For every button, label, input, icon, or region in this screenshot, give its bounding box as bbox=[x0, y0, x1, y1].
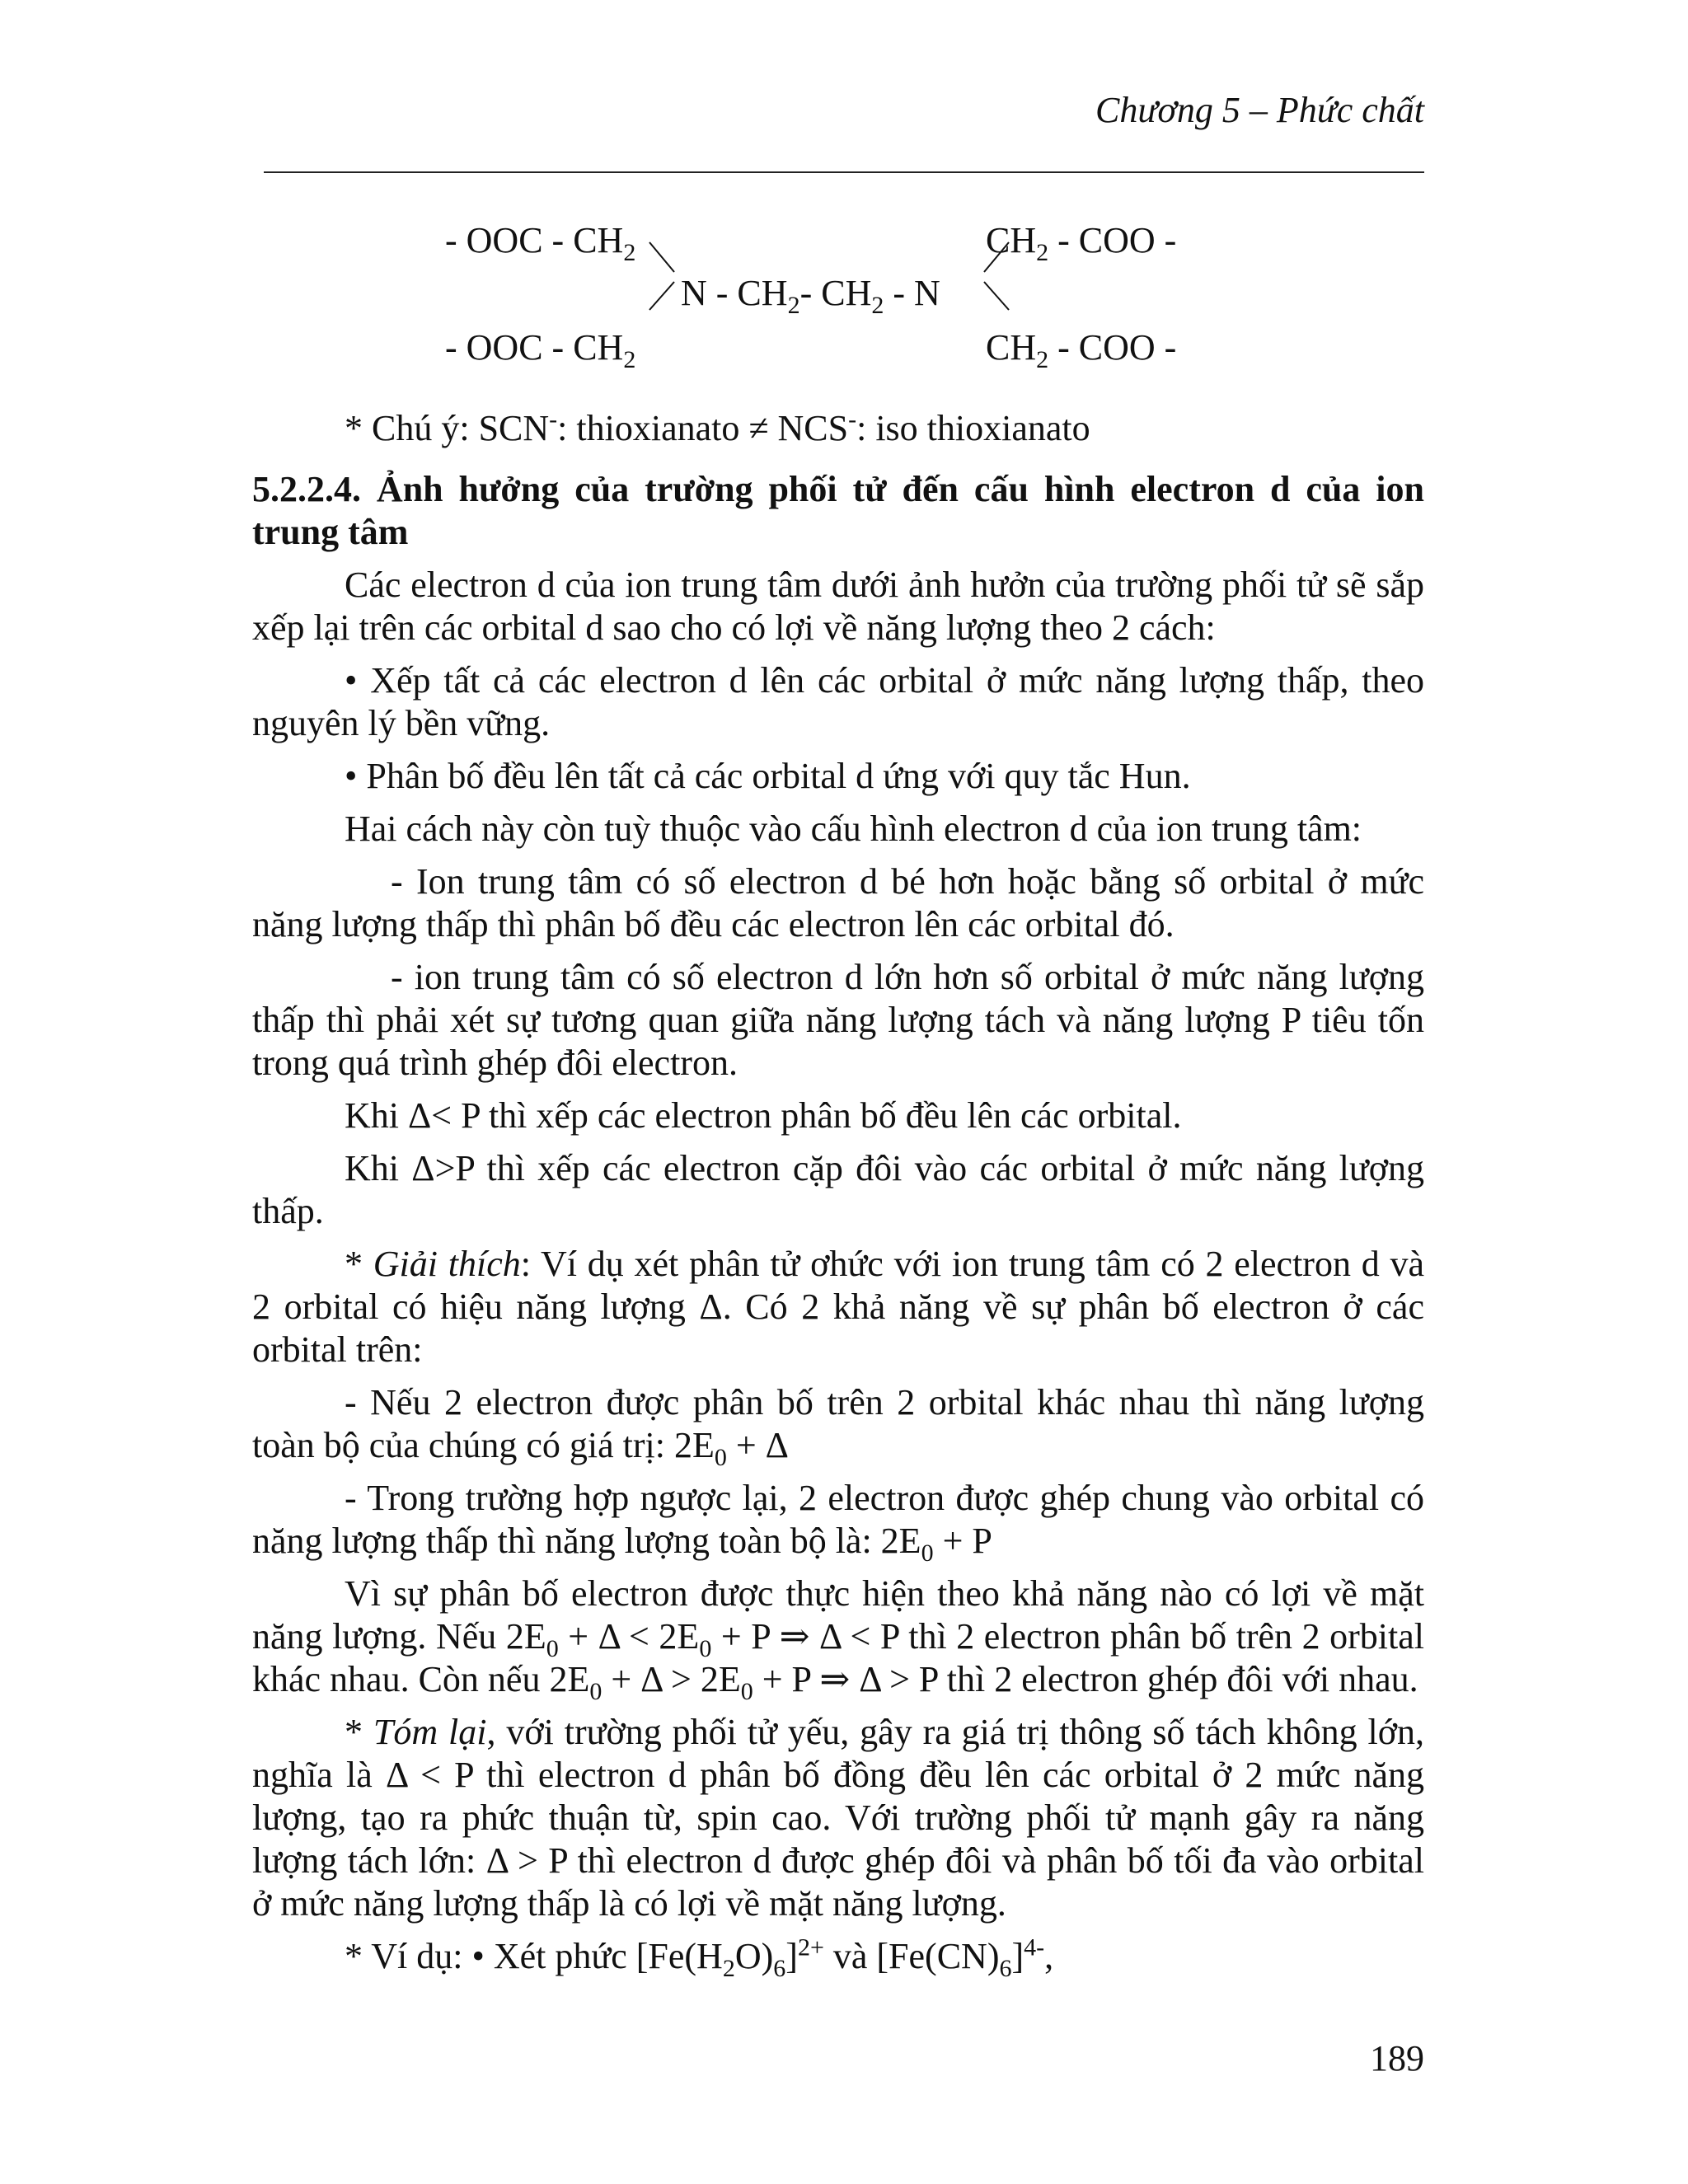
formula-top-right: $CH_2$ - COO - bbox=[986, 220, 1177, 266]
formula-top-left: - OOC - $CH_2$ bbox=[445, 220, 636, 266]
paragraph-1: Các electron d của ion trung tâm dưới ảnh hưởn của trường phối tử sẽ sắp xếp lại trên các orbital d sao cho có lợi về năng lượng theo 2 cách: bbox=[252, 565, 1424, 648]
paragraph-3: • Phân bố đều lên tất cả các orbital d ứng với quy tắc Hun. bbox=[345, 756, 1191, 796]
page-number: 189 bbox=[1370, 2038, 1424, 2079]
paragraph-6: - ion trung tâm có số electron d lớn hơn số orbital ở mức năng lượng thấp thì phải xét sự tương quan giữa năng lượng tách và năng lượng P tiêu tốn trong quá trình ghép đôi electron. bbox=[252, 957, 1424, 1083]
paragraph-8: Khi Δ>P thì xếp các electron cặp đôi vào các orbital ở mức năng lượng thấp. bbox=[252, 1148, 1424, 1231]
formula-bottom-right: $CH_2$ - COO - bbox=[986, 327, 1177, 373]
bullet-icon: • bbox=[471, 1936, 494, 1976]
paragraph-4: Hai cách này còn tuỳ thuộc vào cấu hình electron d của ion trung tâm: bbox=[345, 808, 1362, 849]
bullet-icon: • bbox=[345, 756, 367, 796]
paragraph-5: - Ion trung tâm có số electron d bé hơn hoặc bằng số orbital ở mức năng lượng thấp thì phân bố đều các electron lên các orbital đó. bbox=[252, 861, 1424, 944]
section-heading: 5.2.2.4. Ảnh hưởng của trường phối tử đến cấu hình electron d của ion trung tâm bbox=[252, 469, 1424, 552]
bullet-icon: • bbox=[345, 660, 371, 701]
paragraph-14: * Ví dụ: • Xét phức $[Fe(H_2O)_6]^{2+}$ và $[Fe(CN)_6]^{4-}$, bbox=[345, 1933, 1054, 1982]
chapter-header: Chương 5 – Phức chất bbox=[1095, 90, 1424, 130]
paragraph-10: - Nếu 2 electron được phân bố trên 2 orbital khác nhau thì năng lượng toàn bộ của chúng có giá trị: $2E_0 + \Delta$ bbox=[252, 1382, 1424, 1471]
formula-middle: N - $CH_2-$ $CH_2$ - N bbox=[681, 273, 940, 319]
page-body bbox=[252, 213, 1425, 1982]
paragraph-9: * Giải thích: Ví dụ xét phân tử ơhức với ion trung tâm có 2 electron d và 2 orbital có hiệu năng lượng Δ. Có 2 khả năng về sự phân bố electron ở các orbital trên: bbox=[252, 1244, 1425, 1370]
note-line: * Chú ý: SCN-: thioxianato ≠ NCS-: iso thioxianato bbox=[345, 405, 1090, 448]
paragraph-2: • Xếp tất cả các electron d lên các orbital ở mức năng lượng thấp, theo nguyên lý bền vững. bbox=[252, 660, 1425, 743]
formula-bottom-left: - OOC - $CH_2$ bbox=[445, 327, 636, 373]
paragraph-11: - Trong trường hợp ngược lại, 2 electron được ghép chung vào orbital có năng lượng thấp thì năng lượng toàn bộ là: $2E_0 + P$ bbox=[252, 1478, 1424, 1567]
header-rule bbox=[264, 171, 1424, 173]
edta-formula bbox=[252, 213, 1424, 402]
paragraph-13: * Tóm lại, với trường phối tử yếu, gây ra giá trị thông số tách không lớn, nghĩa là Δ < P thì electron d phân bố đồng đều lên các orbital ở 2 mức năng lượng, tạo ra phức thuận từ, spin cao. Với trường phối tử mạnh gây ra năng lượng tách lớn: Δ > P thì electron d được ghép đôi và phân bố tối đa vào orbital ở mức năng lượng thấp là có lợi về mặt năng lượng. bbox=[252, 1712, 1425, 1924]
paragraph-7: Khi Δ< P thì xếp các electron phân bố đều lên các orbital. bbox=[345, 1095, 1182, 1136]
paragraph-12: Vì sự phân bố electron được thực hiện theo khả năng nào có lợi về mặt năng lượng. Nếu $2E_0 + \Delta < 2E_0 + P$ ⇒ Δ < P thì 2 electron phân bố trên 2 orbital khác nhau. Còn nếu $2E_0 + \Delta > 2E_0 + P$ ⇒ Δ > P thì 2 electron ghép đôi với nhau. bbox=[252, 1573, 1425, 1705]
